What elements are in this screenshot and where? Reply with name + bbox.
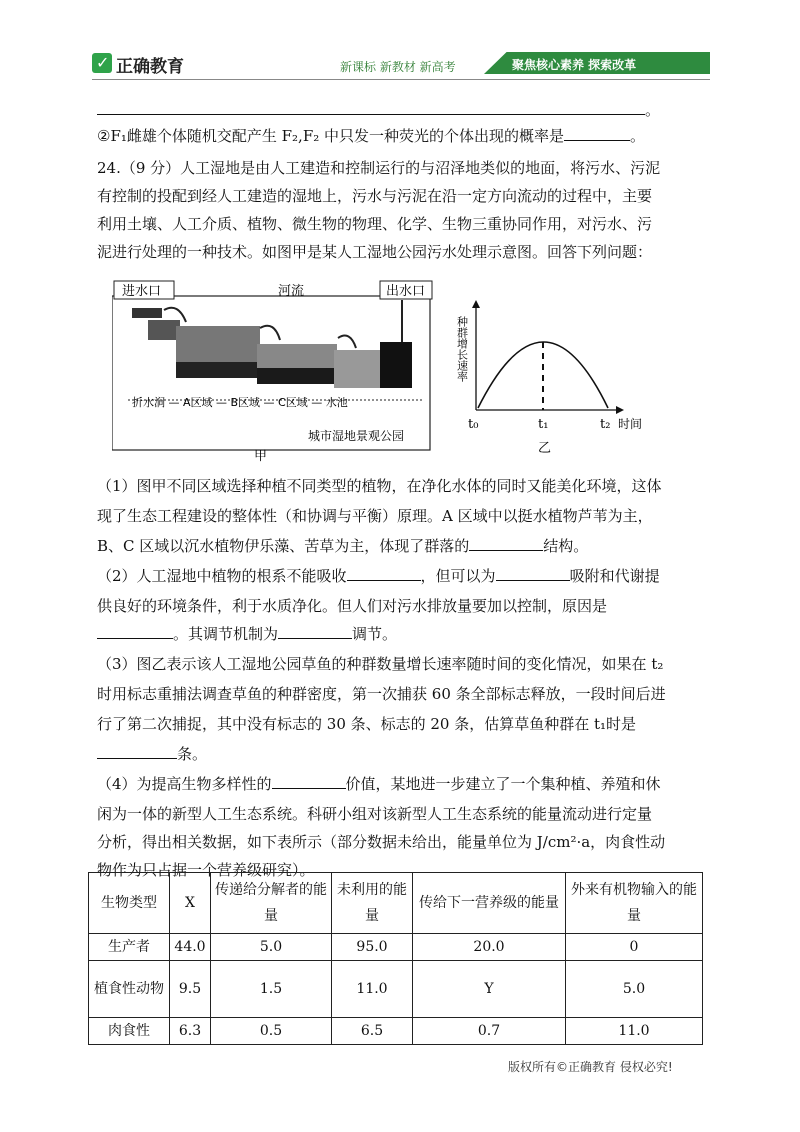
river-label: 河流 — [278, 284, 305, 299]
check-icon: ✓ — [92, 53, 112, 73]
q24-text: 泥进行处理的一种技术。如图甲是某人工湿地公园污水处理示意图。回答下列问题： — [97, 243, 653, 261]
outlet-label: 出水口 — [386, 284, 426, 299]
t0-label: t₀ — [468, 417, 479, 432]
energy-table — [88, 872, 703, 1045]
t2-label: t₂ — [600, 417, 611, 432]
part1-text: 现了生态工程建设的整体性（和协调与平衡）原理。A 区域中以挺水植物芦苇为主， — [97, 507, 653, 525]
t1-label: t₁ — [538, 417, 549, 432]
part4-text: （4）为提高生物多样性的 价值，某地进一步建立了一个集种植、养殖和休 — [97, 770, 661, 798]
part1-text: （1）图甲不同区域选择种植不同类型的植物，在净化水体的同时又能美化环境，这体 — [97, 477, 662, 495]
part4-text: 分析，得出相关数据，如下表所示（部分数据未给出，能量单位为 J/cm²·a，肉食性动 — [97, 833, 666, 851]
part3-text: 时用标志重捕法调查草鱼的种群密度，第一次捕获 60 条全部标志释放，一段时间后进 — [97, 685, 666, 703]
question-line: ②F₁雌雄个体随机交配产生 F₂,F₂ 中只发一种荧光的个体出现的概率是 。 — [97, 122, 645, 150]
table-row: 生产者 44.0 5.0 95.0 20.0 0 — [89, 934, 703, 961]
header-cell: 外来有机物输入的能量 — [566, 873, 703, 934]
part4-text: 闲为一体的新型人工生态系统。科研小组对该新型人工生态系统的能量流动进行定量 — [97, 805, 653, 823]
copyright-footer: 版权所有©正确教育 侵权必究! — [508, 1060, 673, 1074]
x-axis-label: 时间 — [618, 417, 643, 431]
table-row: 植食性动物 9.5 1.5 11.0 Y 5.0 — [89, 961, 703, 1018]
part2-text: 。其调节机制为 调节。 — [97, 620, 397, 648]
answer-line: 。 — [97, 96, 660, 124]
zones-label: 折水涧 — A区域 — B区域 — C区域 — 水池 — [132, 396, 348, 409]
header-cell: 传给下一营养级的能量 — [413, 873, 566, 934]
figure-yi-caption: 乙 — [538, 441, 552, 456]
y-axis-label: 种群增长速率 — [455, 316, 469, 382]
table-row: 肉食性 6.3 0.5 6.5 0.7 11.0 — [89, 1018, 703, 1045]
part2-text: 供良好的环境条件，利于水质净化。但人们对污水排放量要加以控制，原因是 — [97, 597, 608, 615]
park-label: 城市湿地景观公园 — [308, 429, 405, 443]
part2-text: （2）人工湿地中植物的根系不能吸收 ，但可以为 吸附和代谢提 — [97, 562, 660, 590]
part3-text: （3）图乙表示该人工湿地公园草鱼的种群数量增长速率随时间的变化情况，如果在 t₂ — [97, 655, 664, 673]
page-header — [92, 50, 710, 82]
q24-text: 利用土壤、人工介质、植物、微生物的物理、化学、生物三重协同作用，对污水、污 — [97, 215, 653, 233]
wetland-figures — [112, 280, 672, 462]
slogan: 新课标 新教材 新高考 — [340, 60, 456, 74]
figure-jia-caption: 甲 — [254, 449, 268, 462]
header-cell: 未利用的能量 — [332, 873, 413, 934]
part3-text: 条。 — [97, 740, 207, 768]
header-cell: 生物类型 — [89, 873, 170, 934]
header-divider — [92, 79, 710, 80]
part3-text: 行了第二次捕捉，其中没有标志的 30 条、标志的 20 条，估算草鱼种群在 t₁时是 — [97, 715, 637, 733]
header-cell: X — [170, 873, 211, 934]
q24-text: 24.（9 分）人工湿地是由人工建造和控制运行的与沼泽地类似的地面，将污水、污泥 — [97, 159, 661, 177]
q24-text: 有控制的投配到经人工建造的湿地上，污水与污泥在沿一定方向流动的过程中，主要 — [97, 187, 653, 205]
part1-text: B、C 区域以沉水植物伊乐藻、苦草为主，体现了群落的 结构。 — [97, 532, 588, 560]
banner-text: 聚焦核心素养 探索改革 — [512, 58, 637, 72]
table-header-row — [89, 873, 703, 934]
brand-logo: 正确教育 — [116, 57, 184, 77]
header-cell: 传递给分解者的能量 — [211, 873, 332, 934]
inlet-label: 进水口 — [122, 284, 162, 299]
part4-text: 物作为只占据一个营养级研究）。 — [97, 861, 315, 879]
